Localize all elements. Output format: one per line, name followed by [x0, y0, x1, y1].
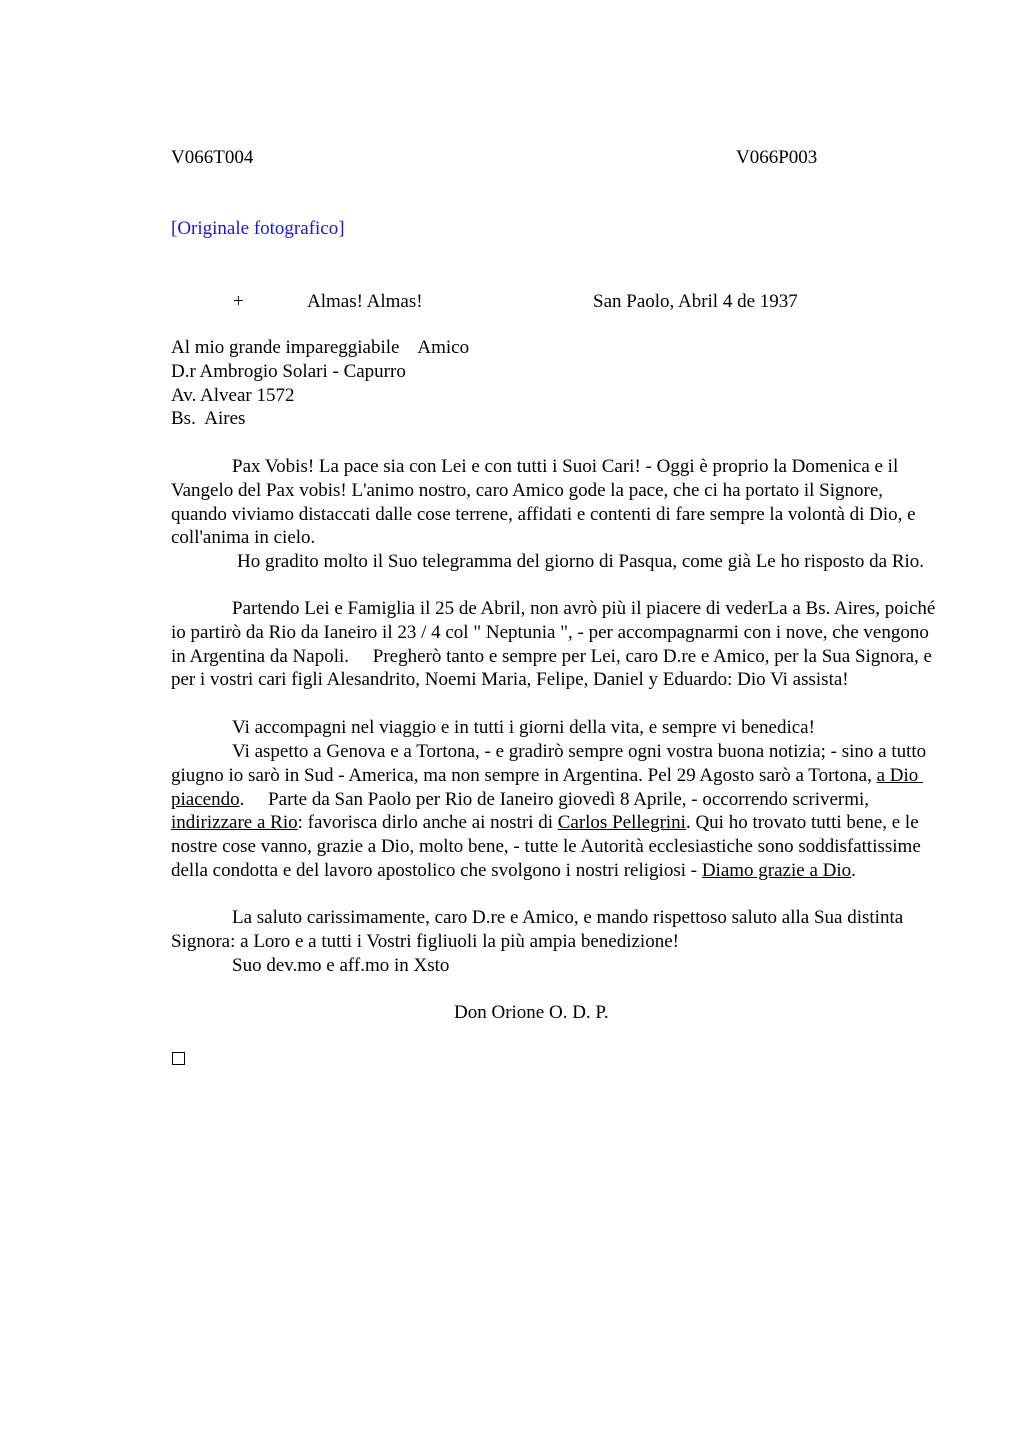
- letter-paragraph: Pax Vobis! La pace sia con Lei e con tutti i Suoi Cari! - Oggi è proprio la Domenica e il Vangelo del Pax vobis! L'animo nostro, caro Amico gode la pace, che ci ha portato il Signore, quando viviamo distaccati dalle cose terrene, affidati e contenti di fare sempre la volontà di Dio, e coll'anima in cielo.: [171, 456, 916, 549]
- letter-paragraph: La saluto carissimamente, caro D.re e Amico, e mando rispettoso saluto alla Sua distinta Signora: a Loro e a tutti i Vostri figliuoli la più ampia benedizione!: [171, 907, 904, 952]
- place-date: San Paolo, Abril 4 de 1937: [593, 291, 798, 312]
- paragraph-text: . Parte da San Paolo per Rio de Ianeiro giovedì 8 Aprile, - occorrendo scrivermi,: [239, 788, 874, 810]
- address-line: Bs. Aires: [171, 408, 246, 430]
- address-line: Av. Alvear 1572: [171, 384, 295, 406]
- letter-paragraph: [171, 740, 941, 883]
- document-code-right: V066P003: [736, 147, 818, 168]
- paragraph-text: .: [851, 859, 856, 881]
- paragraph-text: : favorisca dirlo anche ai nostri di: [297, 812, 558, 834]
- empty-checkbox[interactable]: [172, 1052, 185, 1065]
- paragraph-text: Vi aspetto a Genova e a Tortona, - e gradirò sempre ogni vostra buona notizia; - sino a tutto giugno io sarò in Sud - America, ma non sempre in Argentina. Pel 29 Agosto sarò a Tortona,: [171, 741, 931, 786]
- letter-paragraph: Ho gradito molto il Suo telegramma del giorno di Pasqua, come già Le ho risposto da Rio.: [237, 551, 925, 572]
- address-line: Al mio grande impareggiabile Amico: [171, 337, 470, 358]
- document-code-left: V066T004: [171, 147, 254, 168]
- letter-paragraph: Suo dev.mo e aff.mo in Xsto: [232, 955, 450, 976]
- recipient-address: [171, 336, 469, 431]
- signature: Don Orione O. D. P.: [454, 1002, 609, 1023]
- paragraph-text: . Qui ho trovato tutti bene, e le nostre cose vanno, grazie a Dio, molto bene, - tutte le Autorità ecclesiastiche sono soddisfattissime della condotta e del lavoro apostolico che svolgono i nostri religiosi -: [171, 812, 926, 881]
- photo-original-link[interactable]: [Originale fotografico]: [171, 218, 345, 239]
- underlined-text: Diamo grazie a Dio: [701, 859, 852, 881]
- underlined-text: Carlos Pellegrini: [557, 812, 686, 834]
- address-line: D.r Ambrogio Solari - Capurro: [171, 360, 406, 382]
- letter-paragraph: Partendo Lei e Famiglia il 25 de Abril, non avrò più il piacere di vederLa a Bs. Aires, poiché io partirò da Rio da Ianeiro il 23 / 4 col " Neptunia ", - per accompagnarmi con i nove, che vengono in Argentina da Napoli. Pregherò tanto e sempre per Lei, caro D.re e Amico, per la Sua Signora, e per i vostri cari figli Alesandrito, Noemi Maria, Felipe, Daniel y Eduardo: Dio Vi assista!: [171, 598, 941, 691]
- cross-symbol: +: [233, 291, 244, 312]
- heading-exclamation: Almas! Almas!: [307, 291, 423, 312]
- underlined-text: indirizzare a Rio: [171, 812, 298, 834]
- letter-paragraph: Vi accompagni nel viaggio e in tutti i giorni della vita, e sempre vi benedica!: [232, 717, 815, 738]
- underlined-text: a Dio piacendo: [171, 764, 924, 810]
